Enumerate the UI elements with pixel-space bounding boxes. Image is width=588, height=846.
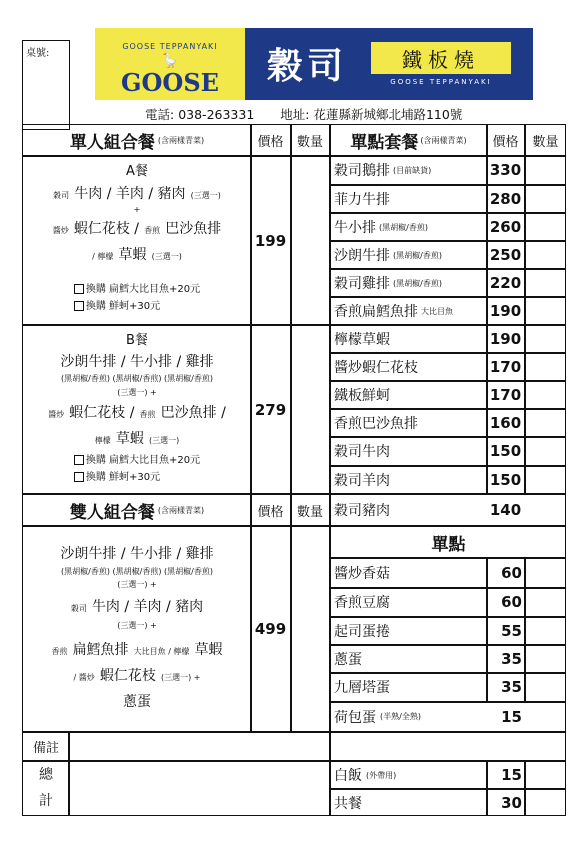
meal-a bbox=[24, 157, 250, 324]
a-la-carte-qty[interactable] bbox=[525, 617, 566, 645]
a-la-carte-name: 香煎豆腐 bbox=[334, 595, 390, 611]
shared-price: 30 bbox=[501, 794, 522, 812]
double-l4-pre: / 醬炒 bbox=[73, 673, 95, 682]
set-meal-qty[interactable] bbox=[525, 466, 566, 493]
set-meal-qty[interactable] bbox=[525, 381, 566, 409]
double-l3-mid: 大比目魚 / 檸檬 bbox=[133, 647, 190, 656]
single-combo-title: 單人組合餐 bbox=[69, 133, 155, 153]
a-la-carte-qty[interactable] bbox=[525, 673, 566, 701]
a-la-carte-title: 單點 bbox=[431, 534, 466, 555]
set-meal-row bbox=[331, 437, 486, 465]
meal-b-l3: 草蝦 bbox=[115, 431, 144, 447]
meal-b-l1: 沙朗牛排 / 牛小排 / 雞排 bbox=[60, 354, 214, 370]
brand-banner bbox=[245, 28, 533, 100]
table-number-label: 桌號: bbox=[26, 48, 50, 59]
set-meal-qty[interactable] bbox=[525, 185, 566, 213]
set-meal-price: 140 bbox=[489, 501, 522, 519]
total-char-1: 總 bbox=[39, 767, 53, 783]
set-meal-row bbox=[331, 241, 486, 269]
meal-a-opt2: 換購 鮮蚵+30元 bbox=[85, 301, 161, 312]
phone-label: 電話: bbox=[145, 107, 175, 122]
double-l3a: 扁鱈魚排 bbox=[72, 642, 129, 658]
double-price: 499 bbox=[254, 620, 287, 638]
a-la-carte-name: 九層塔蛋 bbox=[334, 680, 390, 696]
meal-a-l2b: 巴沙魚排 bbox=[165, 221, 222, 237]
set-meal-name: 穀司豬肉 bbox=[334, 503, 390, 519]
logo-arc-text: GOOSE TEPPANYAKI bbox=[122, 42, 218, 51]
meal-b-l2a: 蝦仁花枝 / bbox=[69, 405, 135, 421]
meal-b-qty[interactable] bbox=[291, 326, 329, 493]
set-meal-name: 沙朗牛排 bbox=[334, 248, 390, 264]
set-meal-row bbox=[331, 269, 486, 297]
rice-qty[interactable] bbox=[525, 762, 566, 788]
a-la-carte-name: 醬炒香菇 bbox=[334, 565, 390, 582]
meal-b-l2b: 巴沙魚排 / bbox=[160, 405, 226, 421]
set-meal-qty[interactable] bbox=[525, 297, 566, 325]
double-l5: 蔥蛋 bbox=[123, 694, 151, 710]
double-qty-head: 數量 bbox=[296, 504, 323, 520]
a-la-carte-name: 荷包蛋 bbox=[334, 709, 376, 726]
meal-a-l2-pre1: 醬炒 bbox=[52, 226, 69, 235]
double-l4: 蝦仁花枝 bbox=[99, 668, 156, 684]
double-l2: 牛肉 / 羊肉 / 豬肉 bbox=[91, 599, 204, 615]
double-combo-title: 雙人組合餐 bbox=[69, 502, 155, 523]
meal-a-l1-note: (三選一) bbox=[190, 191, 221, 200]
meal-b bbox=[24, 326, 250, 493]
single-price-head: 價格 bbox=[257, 135, 284, 150]
a-la-carte-row bbox=[331, 673, 486, 701]
set-meal-price: 190 bbox=[489, 330, 522, 348]
brand-big: 穀司 bbox=[267, 45, 348, 87]
table-number-box bbox=[22, 40, 70, 130]
set-meal-name: 穀司鵝排 bbox=[334, 163, 390, 179]
goose-logo-icon: 🪿 bbox=[161, 53, 179, 69]
contact-line bbox=[145, 105, 462, 123]
meal-a-opt1: 換購 扁鱈大比目魚+20元 bbox=[85, 284, 201, 295]
meal-b-l3-note: (三選一) bbox=[148, 436, 180, 445]
set-price-head: 價格 bbox=[492, 135, 519, 150]
a-la-carte-price: 35 bbox=[501, 678, 522, 696]
a-la-carte-row bbox=[331, 558, 486, 587]
a-la-carte-row bbox=[331, 617, 486, 645]
a-la-carte-qty[interactable] bbox=[525, 588, 566, 616]
set-meal-qty[interactable] bbox=[525, 325, 566, 353]
a-la-carte-qty[interactable] bbox=[525, 558, 566, 587]
set-meals-title: 單點套餐 bbox=[350, 133, 419, 153]
set-meal-price: 170 bbox=[489, 358, 522, 376]
set-meal-row bbox=[331, 381, 486, 409]
set-meal-qty[interactable] bbox=[525, 409, 566, 437]
double-combo-body bbox=[24, 527, 250, 731]
double-l3-pre1: 香煎 bbox=[51, 647, 68, 656]
meal-a-l2-pre2: 香煎 bbox=[144, 226, 161, 235]
meal-b-l2-pre1: 醬炒 bbox=[48, 410, 65, 419]
meal-a-l3-pre: / 檸檬 bbox=[92, 252, 114, 261]
set-meal-price: 260 bbox=[489, 218, 522, 236]
set-meal-name: 香煎巴沙魚排 bbox=[334, 416, 418, 432]
single-qty-head: 數量 bbox=[296, 135, 323, 150]
double-l4-note: (三選一) + bbox=[160, 673, 201, 682]
set-meal-price: 170 bbox=[489, 386, 522, 404]
a-la-carte-price: 60 bbox=[501, 593, 522, 611]
set-meal-price: 150 bbox=[489, 470, 522, 489]
checkbox-icon[interactable] bbox=[74, 301, 84, 311]
set-meal-qty[interactable] bbox=[525, 156, 566, 184]
a-la-carte-price: 60 bbox=[501, 563, 522, 582]
address: 花蓮縣新城鄉北埔路110號 bbox=[313, 107, 463, 122]
rice-name: 白飯 bbox=[334, 768, 362, 784]
remarks-label: 備註 bbox=[32, 741, 59, 756]
shared-qty[interactable] bbox=[525, 790, 566, 816]
set-meal-name: 菲力牛排 bbox=[334, 192, 390, 208]
rice-price: 15 bbox=[501, 766, 522, 784]
set-meals-note: (含兩樣青菜) bbox=[420, 136, 467, 145]
set-meal-name: 穀司雞排 bbox=[334, 276, 390, 292]
set-meal-row bbox=[331, 409, 486, 437]
set-meal-qty[interactable] bbox=[525, 353, 566, 381]
meal-b-opt2: 換購 鮮蚵+30元 bbox=[85, 472, 161, 483]
total-field[interactable] bbox=[70, 762, 329, 816]
checkbox-icon[interactable] bbox=[74, 455, 84, 465]
set-meal-name: 牛小排 bbox=[334, 220, 376, 236]
double-price-head: 價格 bbox=[257, 504, 284, 520]
meal-a-label: A餐 bbox=[126, 164, 148, 179]
meal-a-l3: 草蝦 bbox=[118, 247, 147, 263]
checkbox-icon[interactable] bbox=[74, 472, 84, 482]
double-l3b: 草蝦 bbox=[194, 642, 223, 658]
meal-b-price: 279 bbox=[254, 400, 287, 419]
double-l1-note: (黑胡椒/香煎) (黑胡椒/香煎) (黑胡椒/香煎) bbox=[61, 567, 213, 576]
set-meal-price: 280 bbox=[489, 190, 522, 208]
shared-row bbox=[331, 790, 486, 816]
set-meal-name: 醬炒蝦仁花枝 bbox=[334, 360, 418, 376]
a-la-carte-row bbox=[331, 588, 486, 616]
brand-tag: 鐵板燒 bbox=[371, 42, 511, 74]
double-l1-note2: (三選一) + bbox=[117, 580, 157, 589]
set-meal-note: (目前缺貨) bbox=[393, 165, 432, 175]
set-qty-head: 數量 bbox=[532, 135, 559, 150]
rice-note: (外帶用) bbox=[366, 770, 397, 780]
phone: 038-263331 bbox=[178, 107, 255, 122]
meal-a-l1: 牛肉 / 羊肉 / 豬肉 bbox=[74, 186, 186, 202]
double-qty[interactable] bbox=[291, 527, 329, 731]
a-la-carte-price: 55 bbox=[501, 622, 522, 640]
set-meal-row bbox=[331, 213, 486, 241]
double-combo-note: (含兩樣青菜) bbox=[157, 505, 205, 515]
a-la-carte-row bbox=[331, 645, 486, 673]
remarks-field[interactable] bbox=[70, 733, 564, 760]
set-meal-name: 穀司牛肉 bbox=[334, 444, 390, 460]
total-label bbox=[24, 762, 68, 816]
set-meal-qty[interactable] bbox=[525, 269, 566, 297]
logo-word: GOOSE bbox=[121, 67, 219, 97]
set-meal-note: (黑胡椒/香煎) bbox=[393, 278, 442, 288]
shared-name: 共餐 bbox=[334, 796, 362, 812]
a-la-carte-price: 35 bbox=[501, 650, 522, 668]
a-la-carte-price: 15 bbox=[501, 707, 522, 726]
set-meal-name: 鐵板鮮蚵 bbox=[334, 388, 390, 404]
meal-a-price: 199 bbox=[254, 231, 287, 250]
set-meal-name: 檸檬草蝦 bbox=[334, 332, 390, 348]
meal-a-qty[interactable] bbox=[291, 157, 329, 324]
double-l1: 沙朗牛排 / 牛小排 / 雞排 bbox=[60, 546, 214, 562]
rice-row bbox=[331, 762, 486, 788]
single-combo-header bbox=[24, 126, 250, 155]
set-meal-qty[interactable] bbox=[525, 241, 566, 269]
set-meal-qty[interactable] bbox=[525, 495, 566, 525]
address-label: 地址: bbox=[280, 107, 310, 122]
meal-a-l3-note: (三選一) bbox=[151, 252, 182, 261]
set-meal-price: 190 bbox=[489, 302, 522, 320]
set-meal-price: 160 bbox=[489, 414, 522, 432]
a-la-carte-note: (半熟/全熟) bbox=[380, 712, 421, 721]
a-la-carte-row bbox=[331, 702, 486, 731]
set-meals-header bbox=[331, 126, 486, 155]
meal-b-label: B餐 bbox=[126, 333, 148, 348]
meal-a-l2a: 蝦仁花枝 / bbox=[73, 221, 140, 237]
set-meal-row bbox=[331, 185, 486, 213]
total-char-2: 計 bbox=[39, 793, 53, 809]
set-meal-qty[interactable] bbox=[525, 437, 566, 465]
set-meal-row bbox=[331, 466, 486, 493]
set-meal-name: 香煎扁鱈魚排 bbox=[334, 304, 418, 320]
set-meal-row bbox=[331, 156, 486, 184]
a-la-carte-name: 起司蛋捲 bbox=[334, 624, 390, 640]
meal-b-opt1: 換購 扁鱈大比目魚+20元 bbox=[85, 455, 201, 466]
single-combo-note: (含兩樣青菜) bbox=[157, 136, 205, 145]
set-meal-row bbox=[331, 495, 486, 525]
meal-b-l1-note2: (三選一) + bbox=[117, 388, 157, 397]
set-meal-note: (黑胡椒/香煎) bbox=[379, 222, 428, 232]
set-meal-price: 150 bbox=[489, 442, 522, 460]
set-meal-qty[interactable] bbox=[525, 213, 566, 241]
logo-yellow bbox=[95, 28, 245, 100]
set-meal-row bbox=[331, 297, 486, 325]
double-l2-note: (三選一) + bbox=[117, 621, 157, 630]
set-meal-price: 220 bbox=[489, 274, 522, 292]
a-la-carte-qty[interactable] bbox=[525, 645, 566, 673]
meal-b-l1-note: (黑胡椒/香煎) (黑胡椒/香煎) (黑胡椒/香煎) bbox=[61, 374, 213, 383]
set-meal-row bbox=[331, 325, 486, 353]
set-meal-price: 250 bbox=[489, 246, 522, 264]
set-meal-row bbox=[331, 353, 486, 381]
meal-b-l3-pre: 檸檬 bbox=[94, 436, 111, 445]
meal-b-l2-pre2: 香煎 bbox=[139, 410, 156, 419]
set-meal-note: (黑胡椒/香煎) bbox=[393, 250, 442, 260]
double-l2-pre: 穀司 bbox=[70, 604, 87, 613]
set-meal-price: 330 bbox=[489, 161, 522, 179]
meal-a-l1-pre: 穀司 bbox=[53, 191, 70, 200]
a-la-carte-name: 蔥蛋 bbox=[334, 652, 362, 668]
set-meal-note: 大比目魚 bbox=[421, 306, 453, 316]
checkbox-icon[interactable] bbox=[74, 284, 84, 294]
brand-sub: GOOSE TEPPANYAKI bbox=[390, 78, 492, 86]
double-combo-header bbox=[24, 495, 250, 525]
set-meal-name: 穀司羊肉 bbox=[334, 472, 390, 489]
a-la-carte-qty[interactable] bbox=[525, 702, 566, 731]
meal-a-plus: + bbox=[133, 205, 141, 214]
